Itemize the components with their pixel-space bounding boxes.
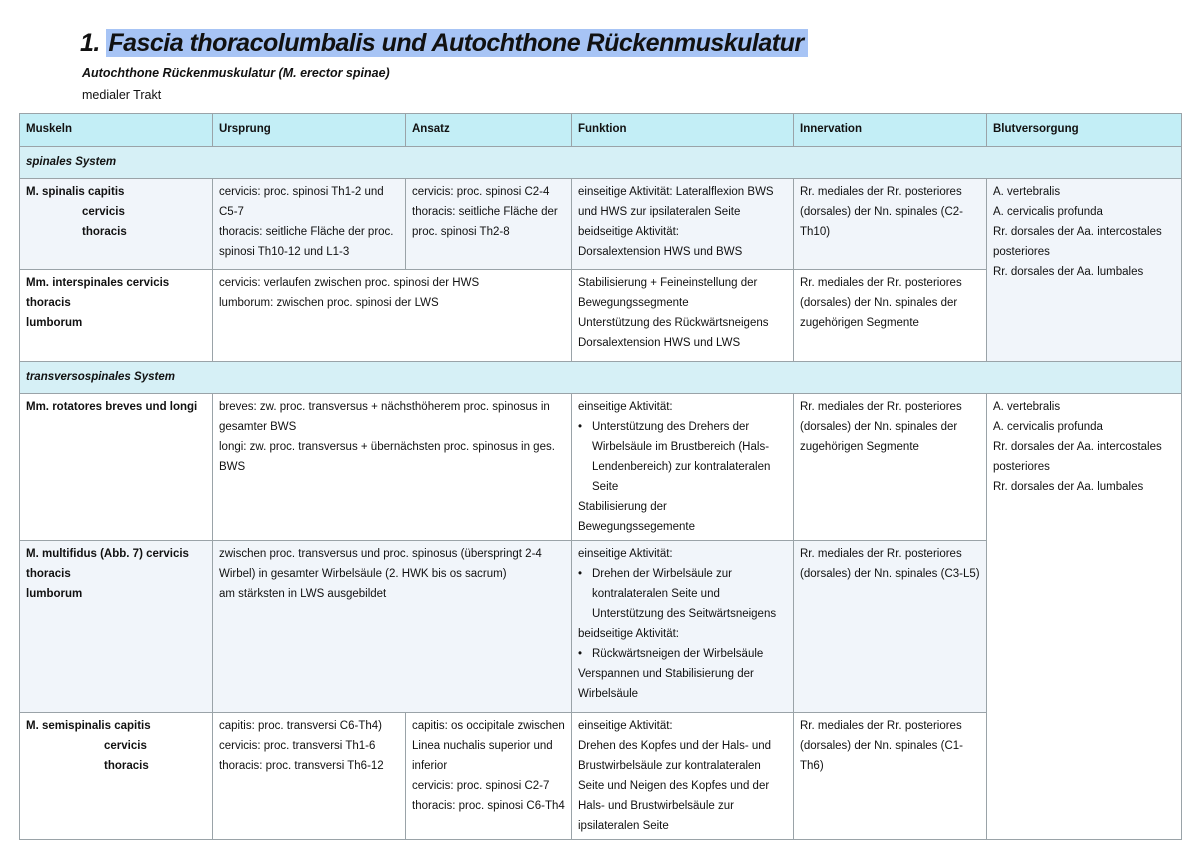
origin-insertion-cell (213, 541, 572, 713)
muscle-name: Mm. interspinales cervicis (26, 277, 170, 289)
innervation-cell: Rr. mediales der Rr. posteriores (dorsales) der Nn. spinales (C3-L5) (794, 541, 987, 713)
muscle-cell (20, 541, 213, 713)
col-header-blutversorgung: Blutversorgung (987, 114, 1182, 147)
insertion-text: cervicis: proc. spinosi C2-4 (412, 186, 550, 198)
subtitle: Autochthone Rückenmuskulatur (M. erector spinae) (82, 66, 390, 80)
innervation-cell: Rr. mediales der Rr. posteriores (dorsales) der Nn. spinales der zugehörigen Segmente (794, 394, 987, 541)
function-text: einseitige Aktivität: Lateralflexion BWS und HWS zur ipsilateralen Seite (578, 186, 774, 218)
header-row (20, 114, 1182, 147)
blood-supply-cell (987, 179, 1182, 362)
tract-label: medialer Trakt (82, 88, 162, 102)
innervation-cell: Rr. mediales der Rr. posteriores (dorsales) der Nn. spinales (C2-Th10) (794, 179, 987, 270)
function-text: einseitige Aktivität: (578, 548, 673, 560)
origin-cell (213, 713, 406, 840)
muscle-name: thoracis (82, 226, 127, 238)
origin-text: breves: zw. proc. transversus + nächsthöherem proc. spinosus in gesamter BWS (219, 401, 550, 433)
origin-text: thoracis: seitliche Fläche der proc. spinosi Th10-12 und L1-3 (219, 226, 394, 258)
blood-supply-text: A. vertebralis (993, 401, 1061, 413)
muscle-name: cervicis (104, 740, 147, 752)
insertion-text: cervicis: proc. spinosi C2-7 (412, 780, 550, 792)
title-number: 1. (80, 29, 100, 57)
function-text: beidseitige Aktivität: (578, 226, 680, 238)
blood-supply-text: A. cervicalis profunda (993, 206, 1103, 218)
blood-supply-text: Rr. dorsales der Aa. intercostales posteriores (993, 441, 1162, 473)
origin-text: longi: zw. proc. transversus + übernächsten proc. spinosus in ges. BWS (219, 441, 555, 473)
function-cell (572, 394, 794, 541)
function-bullet: • Unterstützung des Drehers der Wirbelsäule im Brustbereich (Hals-Lendenbereich) zur kontralateralen Seite (578, 417, 787, 497)
table-row (20, 394, 1182, 541)
section-label: transversospinales System (20, 362, 1182, 394)
blood-supply-text: Rr. dorsales der Aa. lumbales (993, 481, 1144, 493)
insertion-text: capitis: os occipitale zwischen Linea nuchalis superior und inferior (412, 720, 565, 772)
insertion-cell (406, 713, 572, 840)
function-cell (572, 541, 794, 713)
muscle-cell (20, 270, 213, 362)
muscle-name: M. spinalis capitis (26, 186, 125, 198)
origin-text: lumborum: zwischen proc. spinosi der LWS (219, 297, 439, 309)
function-text: Verspannen und Stabilisierung der Wirbelsäule (578, 668, 754, 700)
origin-insertion-cell (213, 270, 572, 362)
insertion-text: thoracis: seitliche Fläche der proc. spinosi Th2-8 (412, 206, 558, 238)
muscle-cell (20, 179, 213, 270)
blood-supply-text: Rr. dorsales der Aa. intercostales posteriores (993, 226, 1162, 258)
title-text: Fascia thoracolumbalis und Autochthone Rückenmuskulatur (106, 29, 807, 57)
origin-text: am stärksten in LWS ausgebildet (219, 588, 387, 600)
col-header-funktion: Funktion (572, 114, 794, 147)
muscle-name: thoracis (104, 760, 149, 772)
col-header-ursprung: Ursprung (213, 114, 406, 147)
insertion-cell (406, 179, 572, 270)
function-text: einseitige Aktivität: (578, 720, 673, 732)
origin-text: cervicis: verlaufen zwischen proc. spinosi der HWS (219, 277, 480, 289)
function-text: einseitige Aktivität: (578, 401, 673, 413)
section-row-spinal (20, 147, 1182, 179)
insertion-text: thoracis: proc. spinosi C6-Th4 (412, 800, 565, 812)
muscle-name: thoracis (26, 568, 71, 580)
function-cell (572, 713, 794, 840)
origin-cell (213, 179, 406, 270)
function-bullet: • Rückwärtsneigen der Wirbelsäule (578, 644, 787, 664)
col-header-ansatz: Ansatz (406, 114, 572, 147)
section-row-transversospinal (20, 362, 1182, 394)
blood-supply-text: Rr. dorsales der Aa. lumbales (993, 266, 1144, 278)
muscle-name: cervicis (82, 206, 125, 218)
function-text: Unterstützung des Rückwärtsneigens (578, 317, 769, 329)
innervation-cell: Rr. mediales der Rr. posteriores (dorsales) der Nn. spinales der zugehörigen Segmente (794, 270, 987, 362)
muscle-table (19, 113, 1182, 840)
blood-supply-text: A. cervicalis profunda (993, 421, 1103, 433)
muscle-name: lumborum (26, 317, 83, 329)
function-text: Dorsalextension HWS und LWS (578, 337, 741, 349)
muscle-cell: Mm. rotatores breves und longi (20, 394, 213, 541)
origin-text: capitis: proc. transversi C6-Th4) (219, 720, 382, 732)
function-text: Stabilisierung der Bewegungssegemente (578, 501, 695, 533)
blood-supply-text: A. vertebralis (993, 186, 1061, 198)
muscle-name: lumborum (26, 588, 83, 600)
origin-text: thoracis: proc. transversi Th6-12 (219, 760, 384, 772)
section-label: spinales System (20, 147, 1182, 179)
innervation-cell: Rr. mediales der Rr. posteriores (dorsales) der Nn. spinales (C1-Th6) (794, 713, 987, 840)
function-text: Stabilisierung + Feineinstellung der Bewegungssegmente (578, 277, 758, 309)
function-bullet: • Drehen der Wirbelsäule zur kontralateralen Seite und Unterstützung des Seitwärtsneigens (578, 564, 787, 624)
col-header-innervation: Innervation (794, 114, 987, 147)
page-title (80, 26, 808, 60)
muscle-name: M. multifidus (Abb. 7) cervicis (26, 548, 189, 560)
origin-text: zwischen proc. transversus und proc. spinosus (überspringt 2-4 Wirbel) in gesamter Wirbelsäule (2. HWK bis os sacrum) (219, 548, 542, 580)
col-header-muskeln: Muskeln (20, 114, 213, 147)
muscle-cell (20, 713, 213, 840)
function-cell (572, 270, 794, 362)
function-text: Drehen des Kopfes und der Hals- und Brustwirbelsäule zur kontralateralen Seite und Neigen des Kopfes und der Hals- und Brustwirbelsäule zur ipsilateralen Seite (578, 740, 772, 832)
origin-text: cervicis: proc. transversi Th1-6 (219, 740, 376, 752)
muscle-name: thoracis (26, 297, 71, 309)
function-text: Dorsalextension HWS und BWS (578, 246, 743, 258)
function-cell (572, 179, 794, 270)
blood-supply-cell (987, 394, 1182, 840)
origin-insertion-cell (213, 394, 572, 541)
muscle-name: M. semispinalis capitis (26, 720, 151, 732)
origin-text: cervicis: proc. spinosi Th1-2 und C5-7 (219, 186, 384, 218)
function-text: beidseitige Aktivität: (578, 628, 680, 640)
table-row (20, 179, 1182, 270)
